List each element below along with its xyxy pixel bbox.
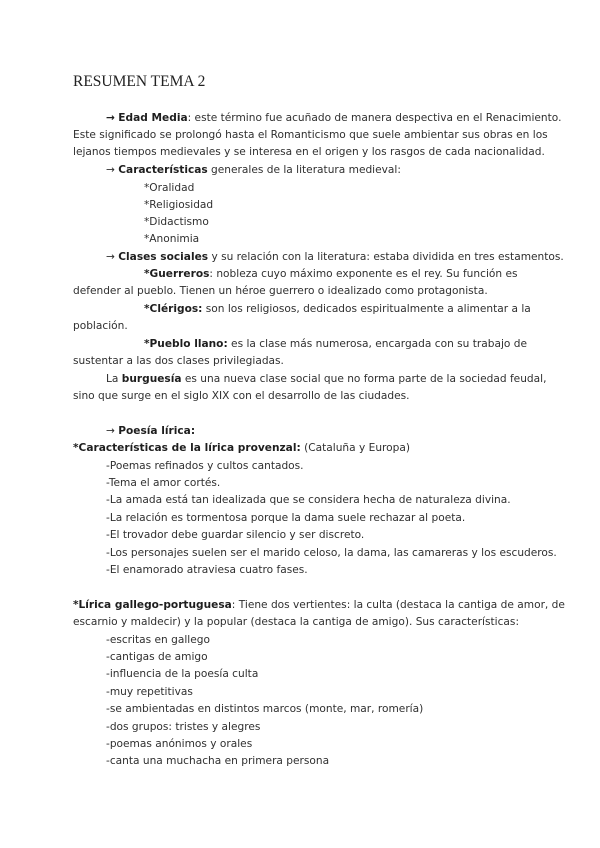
guerreros-term: *Guerreros — [144, 268, 210, 280]
paragraph-line: Este significado se prolongó hasta el Romanticismo que suele ambientar sus obras en los — [73, 129, 548, 141]
edad-media-line — [106, 111, 561, 125]
list-item: -Poemas refinados y cultos cantados. — [106, 460, 304, 472]
list-item: -muy repetitivas — [106, 686, 193, 698]
list-item: -escritas en gallego — [106, 634, 210, 646]
list-item: -La amada está tan idealizada que se considera hecha de naturaleza divina. — [106, 494, 511, 506]
guerreros-text: : nobleza cuyo máximo exponente es el rey. Su función es — [209, 268, 518, 280]
provenzal-text: (Cataluña y Europa) — [300, 442, 410, 454]
list-item: -poemas anónimos y orales — [106, 738, 253, 750]
list-item: -La relación es tormentosa porque la dama suele rechazar al poeta. — [106, 512, 466, 524]
burguesia-pre: La — [106, 373, 122, 385]
list-item: -dos grupos: tristes y alegres — [106, 721, 261, 733]
clases-line — [106, 250, 564, 264]
paragraph-line: lejanos tiempos medievales y se interesa en el origen y los rasgos de cada nacionalidad. — [73, 146, 545, 158]
list-item: -El trovador debe guardar silencio y ser discreto. — [106, 529, 365, 541]
arrow-icon: → — [106, 425, 115, 437]
provenzal-term: *Características de la lírica provenzal: — [73, 442, 301, 454]
list-item: -El enamorado atraviesa cuatro fases. — [106, 564, 308, 576]
page-title: RESUMEN TEMA 2 — [73, 73, 206, 90]
poesia-heading — [106, 424, 195, 438]
arrow-icon: → — [106, 112, 115, 124]
list-item: -Los personajes suelen ser el marido celoso, la dama, las camareras y los escuderos. — [106, 547, 557, 559]
edad-media-term: Edad Media — [118, 112, 188, 124]
arrow-icon: → — [106, 164, 115, 176]
edad-media-text: : este término fue acuñado de manera despectiva en el Renacimiento. — [187, 112, 562, 124]
pueblo-text: es la clase más numerosa, encargada con su trabajo de — [227, 338, 527, 350]
poesia-term: Poesía lírica: — [118, 425, 196, 437]
guerreros-line — [144, 267, 517, 281]
list-item: -cantigas de amigo — [106, 651, 208, 663]
paragraph-line: defender al pueblo. Tienen un héroe guerrero o idealizado como protagonista. — [73, 285, 488, 297]
clerigos-text: son los religiosos, dedicados espiritualmente a alimentar a la — [202, 303, 531, 315]
clases-term: Clases sociales — [118, 251, 209, 263]
burguesia-term: burguesía — [121, 373, 182, 385]
pueblo-line — [144, 337, 527, 351]
list-item: *Oralidad — [144, 182, 195, 194]
paragraph-line: sino que surge en el siglo XIX con el desarrollo de las ciudades. — [73, 390, 410, 402]
clerigos-line — [144, 302, 531, 316]
paragraph-line: sustentar a las dos clases privilegiadas. — [73, 355, 284, 367]
burguesia-text: es una nueva clase social que no forma parte de la sociedad feudal, — [181, 373, 547, 385]
provenzal-heading — [73, 441, 410, 455]
list-item: *Didactismo — [144, 216, 209, 228]
paragraph-line: escarnio y maldecir) y la popular (destaca la cantiga de amigo). Sus características: — [73, 616, 520, 628]
list-item: *Religiosidad — [144, 199, 214, 211]
pueblo-term: *Pueblo llano: — [144, 338, 228, 350]
list-item: -canta una muchacha en primera persona — [106, 755, 330, 767]
gallego-text: : Tiene dos vertientes: la culta (destaca la cantiga de amor, de — [231, 599, 565, 611]
arrow-icon: → — [106, 251, 115, 263]
list-item: -se ambientadas en distintos marcos (monte, mar, romería) — [106, 703, 424, 715]
caracteristicas-term: Características — [118, 164, 208, 176]
caracteristicas-line — [106, 163, 401, 177]
list-item: *Anonimia — [144, 233, 200, 245]
paragraph-line: población. — [73, 320, 128, 332]
clases-text: y su relación con la literatura: estaba dividida en tres estamentos. — [208, 251, 564, 263]
burguesia-line — [106, 372, 546, 386]
list-item: -influencia de la poesía culta — [106, 668, 259, 680]
list-item: -Tema el amor cortés. — [106, 477, 221, 489]
caracteristicas-text: generales de la literatura medieval: — [207, 164, 401, 176]
gallego-line — [73, 598, 565, 612]
gallego-term: *Lírica gallego-portuguesa — [73, 599, 232, 611]
clerigos-term: *Clérigos: — [144, 303, 203, 315]
